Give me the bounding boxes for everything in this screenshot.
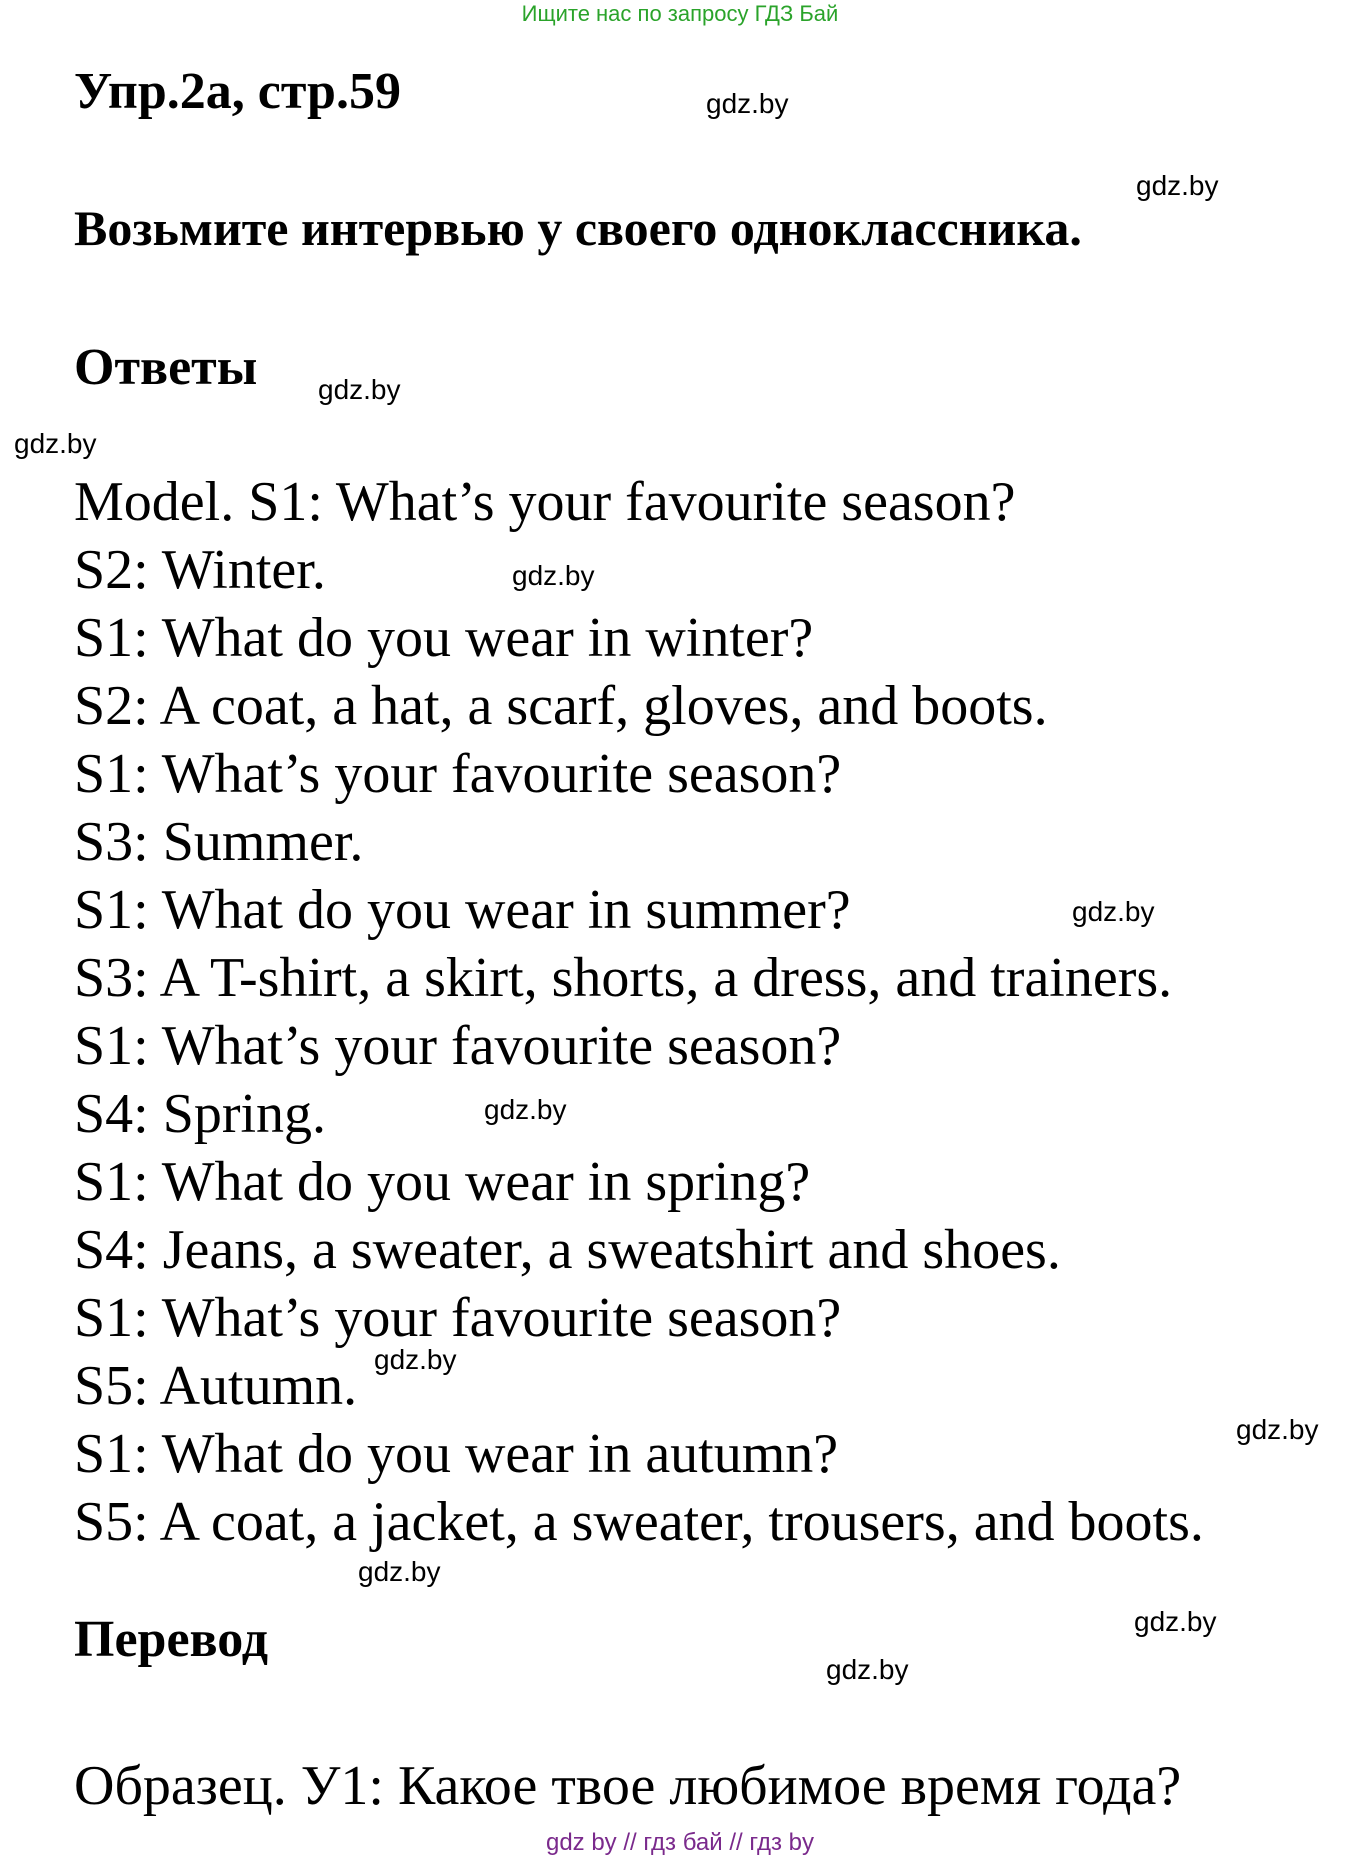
watermark: gdz.by [1072,896,1155,927]
dialogue-line: Model. S1: What’s your favourite season? [74,471,1016,533]
translation-line: Образец. У1: Какое твое любимое время года? [74,1755,1182,1817]
search-banner[interactable]: Ищите нас по запросу ГДЗ Бай [521,1,839,26]
dialogue-line: S1: What’s your favourite season? [74,1015,842,1077]
exercise-instruction: Возьмите интервью у своего одноклассника. [74,200,1082,256]
dialogue-line: S2: A coat, a hat, a scarf, gloves, and boots. [74,675,1048,737]
watermark: gdz.by [512,560,595,591]
dialogue-line: S1: What do you wear in spring? [74,1151,811,1213]
watermark: gdz.by [318,374,401,405]
watermark: gdz.by [14,428,97,459]
dialogue-line: S1: What’s your favourite season? [74,1287,842,1349]
dialogue-line: S5: Autumn. [74,1355,358,1417]
dialogue-line: S1: What’s your favourite season? [74,743,842,805]
dialogue-line: S3: Summer. [74,811,364,873]
watermark: gdz.by [1236,1414,1319,1445]
watermark: gdz.by [358,1556,441,1587]
answers-heading: Ответы [74,339,258,396]
watermark: gdz.by [826,1654,909,1685]
translation-heading: Перевод [74,1611,269,1668]
watermark: gdz.by [484,1094,567,1125]
dialogue-line: S1: What do you wear in winter? [74,607,814,669]
footer-links[interactable]: gdz by // гдз бай // гдз by [545,1829,815,1856]
exercise-title: Упр.2а, стр.59 [74,63,401,120]
dialogue-line: S1: What do you wear in summer? [74,879,851,941]
watermark: gdz.by [374,1344,457,1375]
dialogue-line: S2: Winter. [74,539,326,601]
dialogue-line: S4: Spring. [74,1083,327,1145]
dialogue-line: S4: Jeans, a sweater, a sweatshirt and shoes. [74,1219,1061,1281]
dialogue-line: S5: A coat, a jacket, a sweater, trousers, and boots. [74,1491,1204,1553]
watermark: gdz.by [1136,170,1219,201]
dialogue-list [74,468,1204,1556]
watermark: gdz.by [706,88,789,119]
dialogue-line: S1: What do you wear in autumn? [74,1423,839,1485]
dialogue-line: S3: A T-shirt, a skirt, shorts, a dress, and trainers. [74,947,1173,1009]
watermark: gdz.by [1134,1606,1217,1637]
